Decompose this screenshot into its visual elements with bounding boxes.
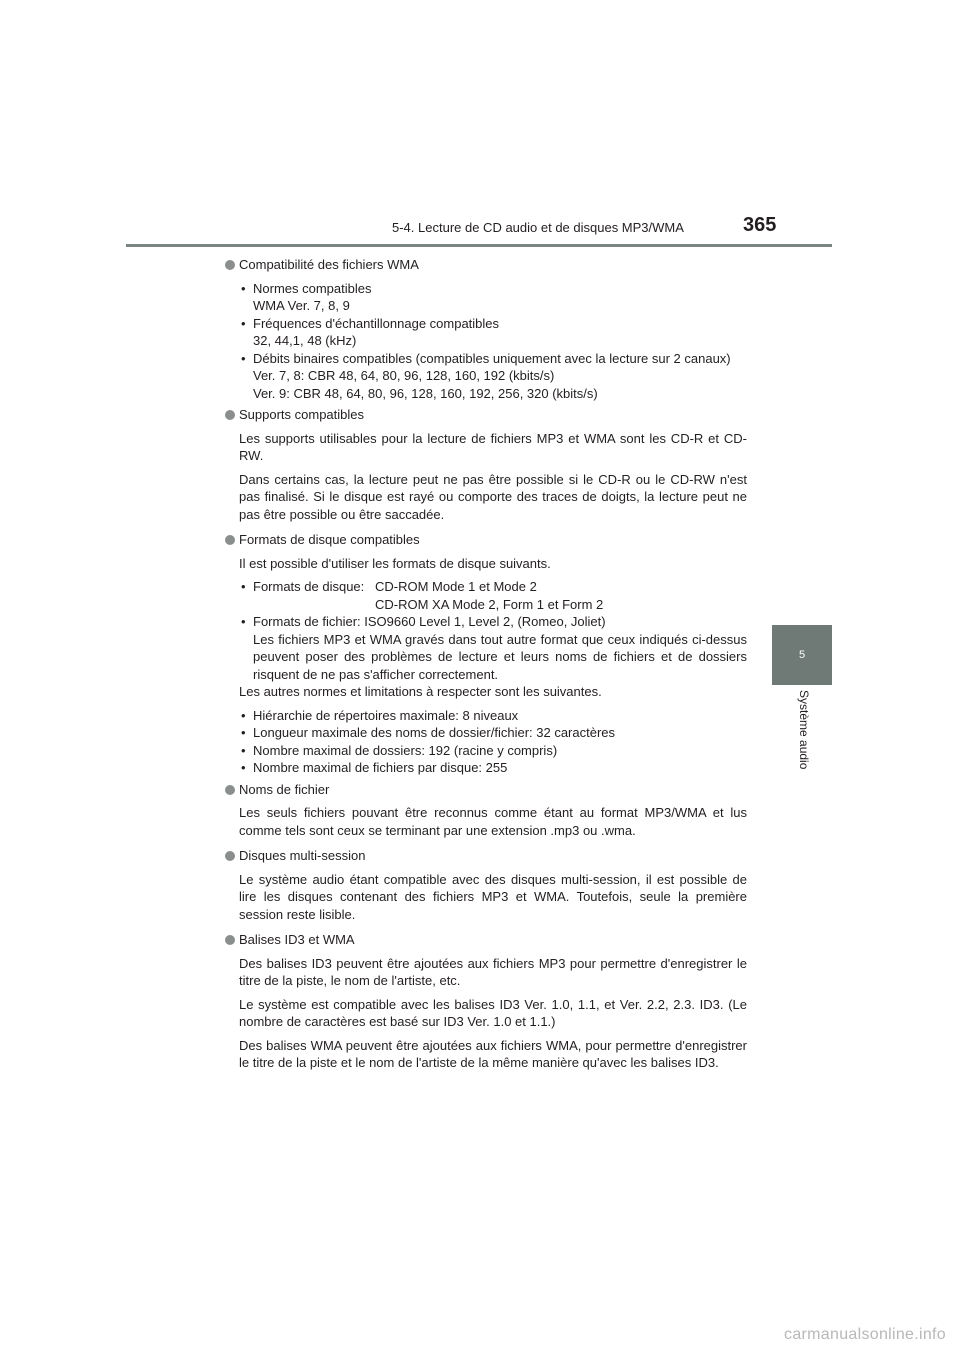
list-item: • Hiérarchie de répertoires maximale: 8 niveaux	[241, 707, 519, 723]
list-item-value: Ver. 7, 8: CBR 48, 64, 80, 96, 128, 160, 192 (kbits/s)	[253, 368, 555, 383]
bullet-circle-icon	[225, 785, 235, 795]
list-item-note: Les fichiers MP3 et WMA gravés dans tout autre format que ceux indiqués ci-dessus peuvent poser des problèmes de lecture et leurs noms de fichiers et de dossiers risquent de ne pas s'afficher correctement.	[253, 631, 747, 682]
section-title: 5-4. Lecture de CD audio et de disques MP3/WMA	[392, 220, 684, 235]
page-header	[0, 0, 960, 250]
list-item-value: Ver. 9: CBR 48, 64, 80, 96, 128, 160, 192, 256, 320 (kbits/s)	[253, 385, 598, 401]
list-item-file-format: • Formats de fichier: ISO9660 Level 1, Level 2, (Romeo, Joliet)	[241, 614, 606, 629]
bullet-circle-icon	[225, 410, 235, 420]
section-heading-wma: Compatibilité des fichiers WMA	[225, 256, 747, 274]
paragraph: Le système audio étant compatible avec des disques multi-session, il est possible de lire les disques contenant des fichiers MP3 et WMA. Toutefois, seule la première session reste lisible.	[239, 871, 747, 922]
section-heading-formats: Formats de disque compatibles	[225, 531, 747, 549]
paragraph: Il est possible d'utiliser les formats de disque suivants.	[239, 555, 551, 571]
section-heading-multisession: Disques multi-session	[225, 847, 747, 865]
list-item: • Nombre maximal de fichiers par disque: 255	[241, 760, 508, 775]
page-number: 365	[743, 214, 777, 236]
paragraph: Des balises WMA peuvent être ajoutées aux fichiers WMA, pour permettre d'enregistrer le titre de la piste et le nom de l'artiste de la même manière qu'avec les balises ID3.	[239, 1037, 747, 1070]
chapter-number: 5	[798, 649, 806, 661]
paragraph: Des balises ID3 peuvent être ajoutées aux fichiers MP3 pour permettre d'enregistrer le titre de la piste, le nom de l'artiste, etc.	[239, 955, 747, 988]
wma-list	[225, 280, 747, 403]
list-item: • Débits binaires compatibles (compatibles uniquement avec la lecture sur 2 canaux)	[241, 350, 731, 366]
watermark: carmanualsonline.info	[784, 1326, 946, 1343]
section-heading-tags: Balises ID3 et WMA	[225, 931, 747, 949]
bullet-circle-icon	[225, 851, 235, 861]
paragraph: Les supports utilisables pour la lecture de fichiers MP3 et WMA sont les CD-R et CD-RW.	[239, 430, 747, 463]
bullet-circle-icon	[225, 260, 235, 270]
paragraph: Le système est compatible avec les balises ID3 Ver. 1.0, 1.1, et Ver. 2.2, 2.3. ID3. (Le nombre de caractères est basé sur ID3 Ver. 1.0 et 1.1.)	[239, 996, 747, 1029]
section-heading-names: Noms de fichier	[225, 781, 747, 799]
chapter-tab	[772, 625, 832, 685]
paragraph: Dans certains cas, la lecture peut ne pas être possible si le CD-R ou le CD-RW n'est pas finalisé. Si le disque est rayé ou comporte des traces de doigts, la lecture peut ne pas être possible ou être saccadée.	[239, 471, 747, 522]
limits-list	[225, 707, 747, 777]
list-item-value: 32, 44,1, 48 (kHz)	[253, 333, 357, 348]
section-heading-supports: Supports compatibles	[225, 406, 747, 424]
header-divider	[126, 244, 832, 247]
list-item-value: WMA Ver. 7, 8, 9	[253, 298, 350, 313]
page-content	[225, 252, 747, 1072]
paragraph: Les seuls fichiers pouvant être reconnus comme étant au format MP3/WMA et lus comme tels sont ceux se terminant par une extension .mp3 ou .wma.	[239, 805, 747, 838]
list-item: • Fréquences d'échantillonnage compatibles	[241, 315, 500, 331]
list-item: • Longueur maximale des noms de dossier/fichier: 32 caractères	[241, 725, 616, 740]
chapter-title: Système audio	[797, 690, 811, 770]
paragraph: Les autres normes et limitations à respecter sont les suivantes.	[239, 684, 602, 699]
list-item: • Nombre maximal de dossiers: 192 (racine y compris)	[241, 742, 558, 758]
list-item: • Normes compatibles	[241, 280, 372, 296]
bullet-circle-icon	[225, 935, 235, 945]
list-item-disc-format: • Formats de disque: CD-ROM Mode 1 et Mode 2 CD-ROM XA Mode 2, Form 1 et Form 2	[241, 579, 604, 612]
format-list	[225, 578, 747, 683]
bullet-circle-icon	[225, 535, 235, 545]
